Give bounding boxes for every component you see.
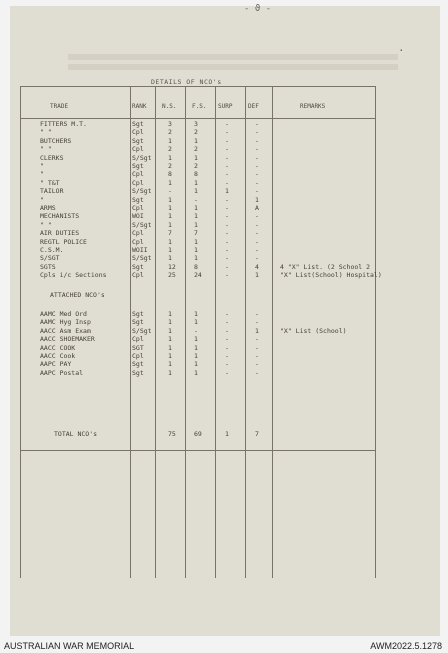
cell-rank: Sgt <box>132 310 144 318</box>
cell-fs: 2 <box>194 128 198 137</box>
cell-ns: 3 <box>168 120 172 128</box>
footer-institution: AUSTRALIAN WAR MEMORIAL <box>4 641 135 651</box>
cell-trade: " " <box>40 145 52 154</box>
cell-fs: 1 <box>194 352 198 360</box>
cell-surp: - <box>225 195 229 204</box>
cell-rank: Cpl <box>132 178 144 187</box>
cell-trade: AACC Cook <box>40 352 76 360</box>
cell-rank: Sgt <box>132 368 144 377</box>
cell-rank: Cpl <box>132 170 144 179</box>
cell-ns: 1 <box>168 360 172 369</box>
cell-ns: 1 <box>168 237 172 246</box>
cell-def: - <box>255 128 259 137</box>
total-row <box>10 430 440 439</box>
cell-def: 1 <box>255 271 259 280</box>
cell-fs: 1 <box>194 335 198 344</box>
document-page <box>10 6 440 636</box>
cell-rank: Cpl <box>132 145 144 154</box>
cell-trade: FITTERS M.T. <box>40 120 87 128</box>
cell-fs: - <box>194 195 198 204</box>
cell-fs: 7 <box>194 229 198 238</box>
cell-ns: 1 <box>168 178 172 187</box>
cell-surp: - <box>225 254 229 263</box>
cell-surp: - <box>225 145 229 154</box>
table-row <box>10 291 440 300</box>
cell-rank: Sgt <box>132 360 144 369</box>
cell-fs: 1 <box>194 246 198 254</box>
cell-def: - <box>255 136 259 145</box>
cell-ns: 2 <box>168 162 172 170</box>
cell-trade: " " <box>40 220 52 229</box>
cell-fs: - <box>194 326 198 335</box>
cell-ns: 1 <box>168 352 172 360</box>
cell-fs: 1 <box>194 187 198 196</box>
cell-surp: - <box>225 128 229 137</box>
cell-ns: 12 <box>168 262 176 271</box>
cell-fs: 1 <box>194 178 198 187</box>
cell-surp: - <box>225 262 229 271</box>
cell-rank: Cpl <box>132 128 144 137</box>
cell-rank: Cpl <box>132 204 144 212</box>
cell-def: 4 <box>255 262 259 271</box>
footer-accession: AWM2022.5.1278 <box>370 641 442 651</box>
cell-def: - <box>255 343 259 352</box>
cell-def: - <box>255 187 259 196</box>
table-title: DETAILS OF NCO's <box>148 78 225 86</box>
cell-def: - <box>255 145 259 154</box>
header-rule <box>20 118 375 119</box>
cell-trade: AACC COOK <box>40 343 76 352</box>
cell-ns: 1 <box>168 254 172 263</box>
cell-ns: - <box>168 187 172 196</box>
cell-fs: 1 <box>194 136 198 145</box>
archive-footer <box>0 637 448 653</box>
total-def: 7 <box>255 430 259 438</box>
header-surp: SURP <box>218 103 233 110</box>
cell-trade: AAMC Hyg Insp <box>40 318 91 327</box>
cell-surp: - <box>225 178 229 187</box>
cell-ns: 1 <box>168 326 172 335</box>
cell-def: - <box>255 368 259 377</box>
total-surp: 1 <box>225 430 229 438</box>
cell-surp: - <box>225 335 229 344</box>
cell-def: A <box>255 204 259 212</box>
corner-mark: - ϑ - <box>244 4 272 14</box>
cell-fs: 2 <box>194 145 198 154</box>
cell-fs: 1 <box>194 204 198 212</box>
cell-rank: Sgt <box>132 136 144 145</box>
cell-surp: - <box>225 212 229 221</box>
cell-rank: Sgt <box>132 120 144 128</box>
cell-def: - <box>255 318 259 327</box>
cell-ns: 2 <box>168 128 172 137</box>
cell-ns: 2 <box>168 145 172 154</box>
cell-def: - <box>255 162 259 170</box>
cell-trade: " T&T <box>40 178 60 187</box>
bleed-through-text <box>68 64 398 70</box>
cell-def: - <box>255 120 259 128</box>
cell-rank: S/Sgt <box>132 153 152 162</box>
cell-remarks: "X" List (School) <box>280 326 347 335</box>
cell-rank: Sgt <box>132 195 144 204</box>
cell-rank: Sgt <box>132 162 144 170</box>
cell-ns: 1 <box>168 335 172 344</box>
total-fs: 69 <box>194 430 202 438</box>
cell-rank: Cpl <box>132 352 144 360</box>
cell-trade: " <box>40 162 44 170</box>
cell-trade: AAPC PAY <box>40 360 72 369</box>
cell-trade: CLERKS <box>40 153 64 162</box>
cell-rank: Cpl <box>132 229 144 238</box>
cell-surp: - <box>225 237 229 246</box>
cell-rank: Sgt <box>132 318 144 327</box>
cell-def: - <box>255 153 259 162</box>
cell-rank: S/Sgt <box>132 220 152 229</box>
cell-fs: 1 <box>194 212 198 221</box>
cell-surp: - <box>225 220 229 229</box>
cell-def: - <box>255 335 259 344</box>
cell-fs: 1 <box>194 220 198 229</box>
cell-ns: 1 <box>168 310 172 318</box>
cell-surp: - <box>225 271 229 280</box>
cell-trade: ATTACHED NCO's <box>50 291 105 299</box>
cell-trade: C.S.M. <box>40 246 64 254</box>
cell-trade: BUTCHERS <box>40 136 72 145</box>
cell-fs: 8 <box>194 262 198 271</box>
cell-trade: " " <box>40 128 52 137</box>
cell-surp: - <box>225 170 229 179</box>
cell-trade: AAMC Med Ord <box>40 310 87 318</box>
cell-surp: - <box>225 136 229 145</box>
cell-rank: Cpl <box>132 335 144 344</box>
cell-ns: 25 <box>168 271 176 280</box>
cell-ns: 1 <box>168 212 172 221</box>
cell-trade: ARMS <box>40 204 56 212</box>
cell-fs: 1 <box>194 310 198 318</box>
cell-surp: - <box>225 352 229 360</box>
cell-trade: AAPC Postal <box>40 368 84 377</box>
cell-def: - <box>255 246 259 254</box>
cell-fs: 1 <box>194 343 198 352</box>
cell-ns: 1 <box>168 220 172 229</box>
cell-def: - <box>255 352 259 360</box>
header-ns: N.S. <box>162 103 177 110</box>
header-def: DEF <box>248 103 259 110</box>
cell-surp: - <box>225 310 229 318</box>
cell-fs: 2 <box>194 162 198 170</box>
cell-fs: 1 <box>194 318 198 327</box>
cell-surp: - <box>225 229 229 238</box>
cell-surp: - <box>225 318 229 327</box>
cell-surp: 1 <box>225 187 229 196</box>
cell-def: - <box>255 229 259 238</box>
cell-surp: - <box>225 343 229 352</box>
cell-surp: - <box>225 326 229 335</box>
cell-rank: S/Sgt <box>132 254 152 263</box>
cell-trade: MECHANISTS <box>40 212 80 221</box>
cell-ns: 1 <box>168 204 172 212</box>
cell-surp: - <box>225 246 229 254</box>
cell-ns: 1 <box>168 246 172 254</box>
header-fs: F.S. <box>192 103 207 110</box>
table-row <box>10 369 440 378</box>
cell-def: - <box>255 360 259 369</box>
cell-trade: AIR DUTIES <box>40 229 80 238</box>
cell-rank: Cpl <box>132 271 144 280</box>
cell-def: - <box>255 178 259 187</box>
header-remarks: REMARKS <box>300 103 326 110</box>
total-rule <box>20 450 375 451</box>
cell-fs: 1 <box>194 237 198 246</box>
cell-rank: WOII <box>132 246 148 254</box>
cell-fs: 1 <box>194 254 198 263</box>
table-top-rule <box>20 86 375 87</box>
cell-surp: - <box>225 120 229 128</box>
cell-surp: - <box>225 360 229 369</box>
cell-def: - <box>255 170 259 179</box>
cell-fs: 3 <box>194 120 198 128</box>
cell-trade: SGTS <box>40 262 56 271</box>
cell-fs: 1 <box>194 368 198 377</box>
header-rank: RANK <box>132 103 147 110</box>
cell-rank: S/Sgt <box>132 187 152 196</box>
cell-fs: 8 <box>194 170 198 179</box>
bleed-through-text <box>68 54 398 60</box>
cell-surp: - <box>225 204 229 212</box>
cell-ns: 1 <box>168 136 172 145</box>
cell-fs: 1 <box>194 360 198 369</box>
cell-def: - <box>255 237 259 246</box>
cell-trade: REGTL POLICE <box>40 237 87 246</box>
cell-trade: TAILOR <box>40 187 64 196</box>
cell-ns: 7 <box>168 229 172 238</box>
cell-fs: 1 <box>194 153 198 162</box>
cell-def: 1 <box>255 195 259 204</box>
cell-def: - <box>255 310 259 318</box>
cell-def: - <box>255 220 259 229</box>
cell-rank: WOI <box>132 212 144 221</box>
header-trade: TRADE <box>50 103 69 110</box>
cell-ns: 1 <box>168 153 172 162</box>
cell-ns: 1 <box>168 343 172 352</box>
table-row <box>10 271 440 280</box>
cell-ns: 1 <box>168 195 172 204</box>
cell-fs: 24 <box>194 271 202 280</box>
cell-ns: 8 <box>168 170 172 179</box>
cell-def: - <box>255 254 259 263</box>
cell-trade: " <box>40 195 44 204</box>
cell-rank: S/Sgt <box>132 326 152 335</box>
cell-rank: Cpl <box>132 237 144 246</box>
cell-remarks: 4 "X" List. (2 School 2 <box>280 262 371 271</box>
cell-def: 1 <box>255 326 259 335</box>
total-label: TOTAL NCO's <box>54 430 98 438</box>
cell-def: - <box>255 212 259 221</box>
cell-surp: - <box>225 153 229 162</box>
cell-trade: S/SGT <box>40 254 60 263</box>
cell-surp: - <box>225 162 229 170</box>
cell-ns: 1 <box>168 368 172 377</box>
cell-trade: Cpls i/c Sections <box>40 271 107 280</box>
cell-ns: 1 <box>168 318 172 327</box>
total-ns: 75 <box>168 430 176 438</box>
cell-trade: " <box>40 170 44 179</box>
cell-rank: SGT <box>132 343 144 352</box>
cell-trade: AACC Asm Exam <box>40 326 91 335</box>
corner-mark: · <box>398 44 405 57</box>
cell-surp: - <box>225 368 229 377</box>
cell-rank: Sgt <box>132 262 144 271</box>
cell-trade: AACC SHOEMAKER <box>40 335 95 344</box>
cell-remarks: "X" List(School) Hospital) <box>280 271 382 280</box>
